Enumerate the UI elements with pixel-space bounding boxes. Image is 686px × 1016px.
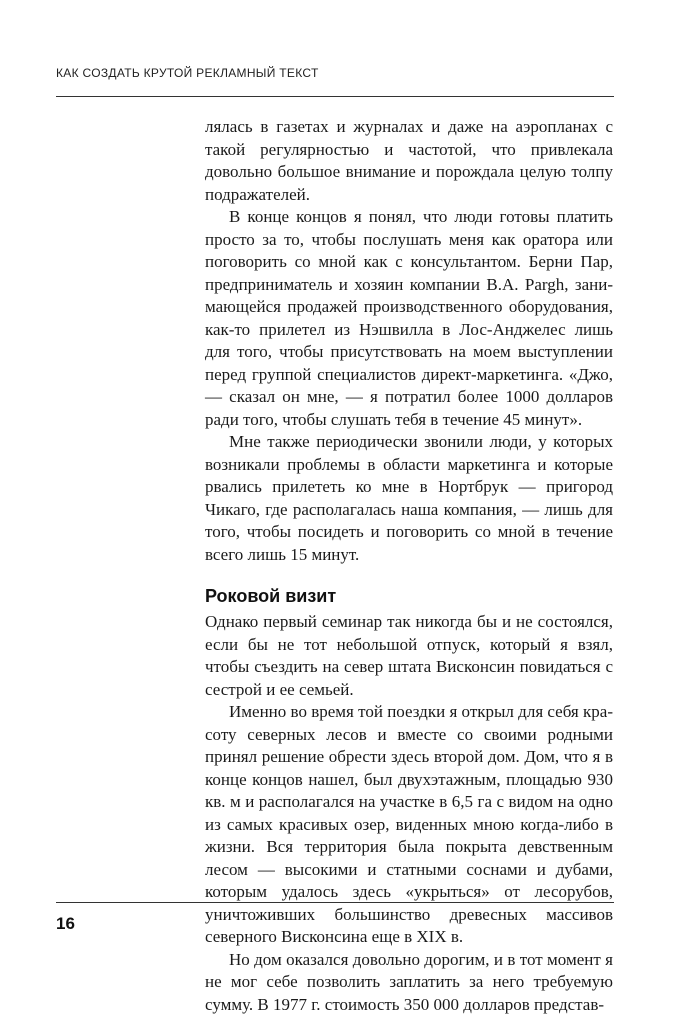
page-number: 16: [56, 914, 75, 934]
paragraph: Именно во время той поездки я открыл для себя красоту северных лесов и вместе со своими родными принял решение обрести здесь второй дом. Дом, что я в конце концов нашел, был двухэтажным, площадью 930 кв. м и располагался на участке в 6,5 га с видом на одно из самых красивых озер, виденных мною когда-либо в жизни. Вся территория была покрыта девственным лесом — высокими и статными соснами и дубами, которым удалось здесь «укрыться» от лесорубов, уничтоживших большинство древесных массивов северного Висконсина еще в XIX в.: [205, 701, 613, 949]
footer-rule: [56, 902, 614, 903]
paragraph-continuation: лялась в газетах и журналах и даже на аэропланах с такой регулярностью и частотой, что привлекала довольно большое внимание и порождала целую толпу подражателей.: [205, 116, 613, 206]
body-text: [205, 116, 613, 1016]
paragraph: Мне также периодически звонили люди, у которых возникали проблемы в области маркетинга и которые рвались прилететь ко мне в Нортбрук — пригород Чикаго, где располагалась наша компания, — лишь для того, чтобы посидеть и поговорить со мной в течение всего лишь 15 минут.: [205, 431, 613, 566]
header-rule: [56, 96, 614, 97]
paragraph: В конце концов я понял, что люди готовы платить просто за то, чтобы послушать меня как оратора или поговорить со мной как с консультантом. Берни Пар, предприниматель и хозяин компании B.A. Pargh, занимающейся продажей производственного оборудования, как-то прилетел из Нэшвилла в Лос-Анджелес лишь для того, чтобы присутствовать на моем выступлении перед группой специалистов директ-маркетинга. «Джо, — сказал он мне, — я потратил более 1000 долларов ради того, чтобы слушать тебя в течение 45 минут».: [205, 206, 613, 431]
paragraph: Но дом оказался довольно дорогим, и в тот момент я не мог себе позволить заплатить за него требуемую сумму. В 1977 г. стоимость 350 000 долларов представ-: [205, 949, 613, 1016]
running-title: КАК СОЗДАТЬ КРУТОЙ РЕКЛАМНЫЙ ТЕКСТ: [56, 66, 319, 80]
section-heading: Роковой визит: [205, 585, 613, 607]
paragraph: Однако первый семинар так никогда бы и не состоялся, если бы не тот небольшой отпуск, который я взял, чтобы съездить на север штата Висконсин повидаться с сестрой и ее семьей.: [205, 611, 613, 701]
